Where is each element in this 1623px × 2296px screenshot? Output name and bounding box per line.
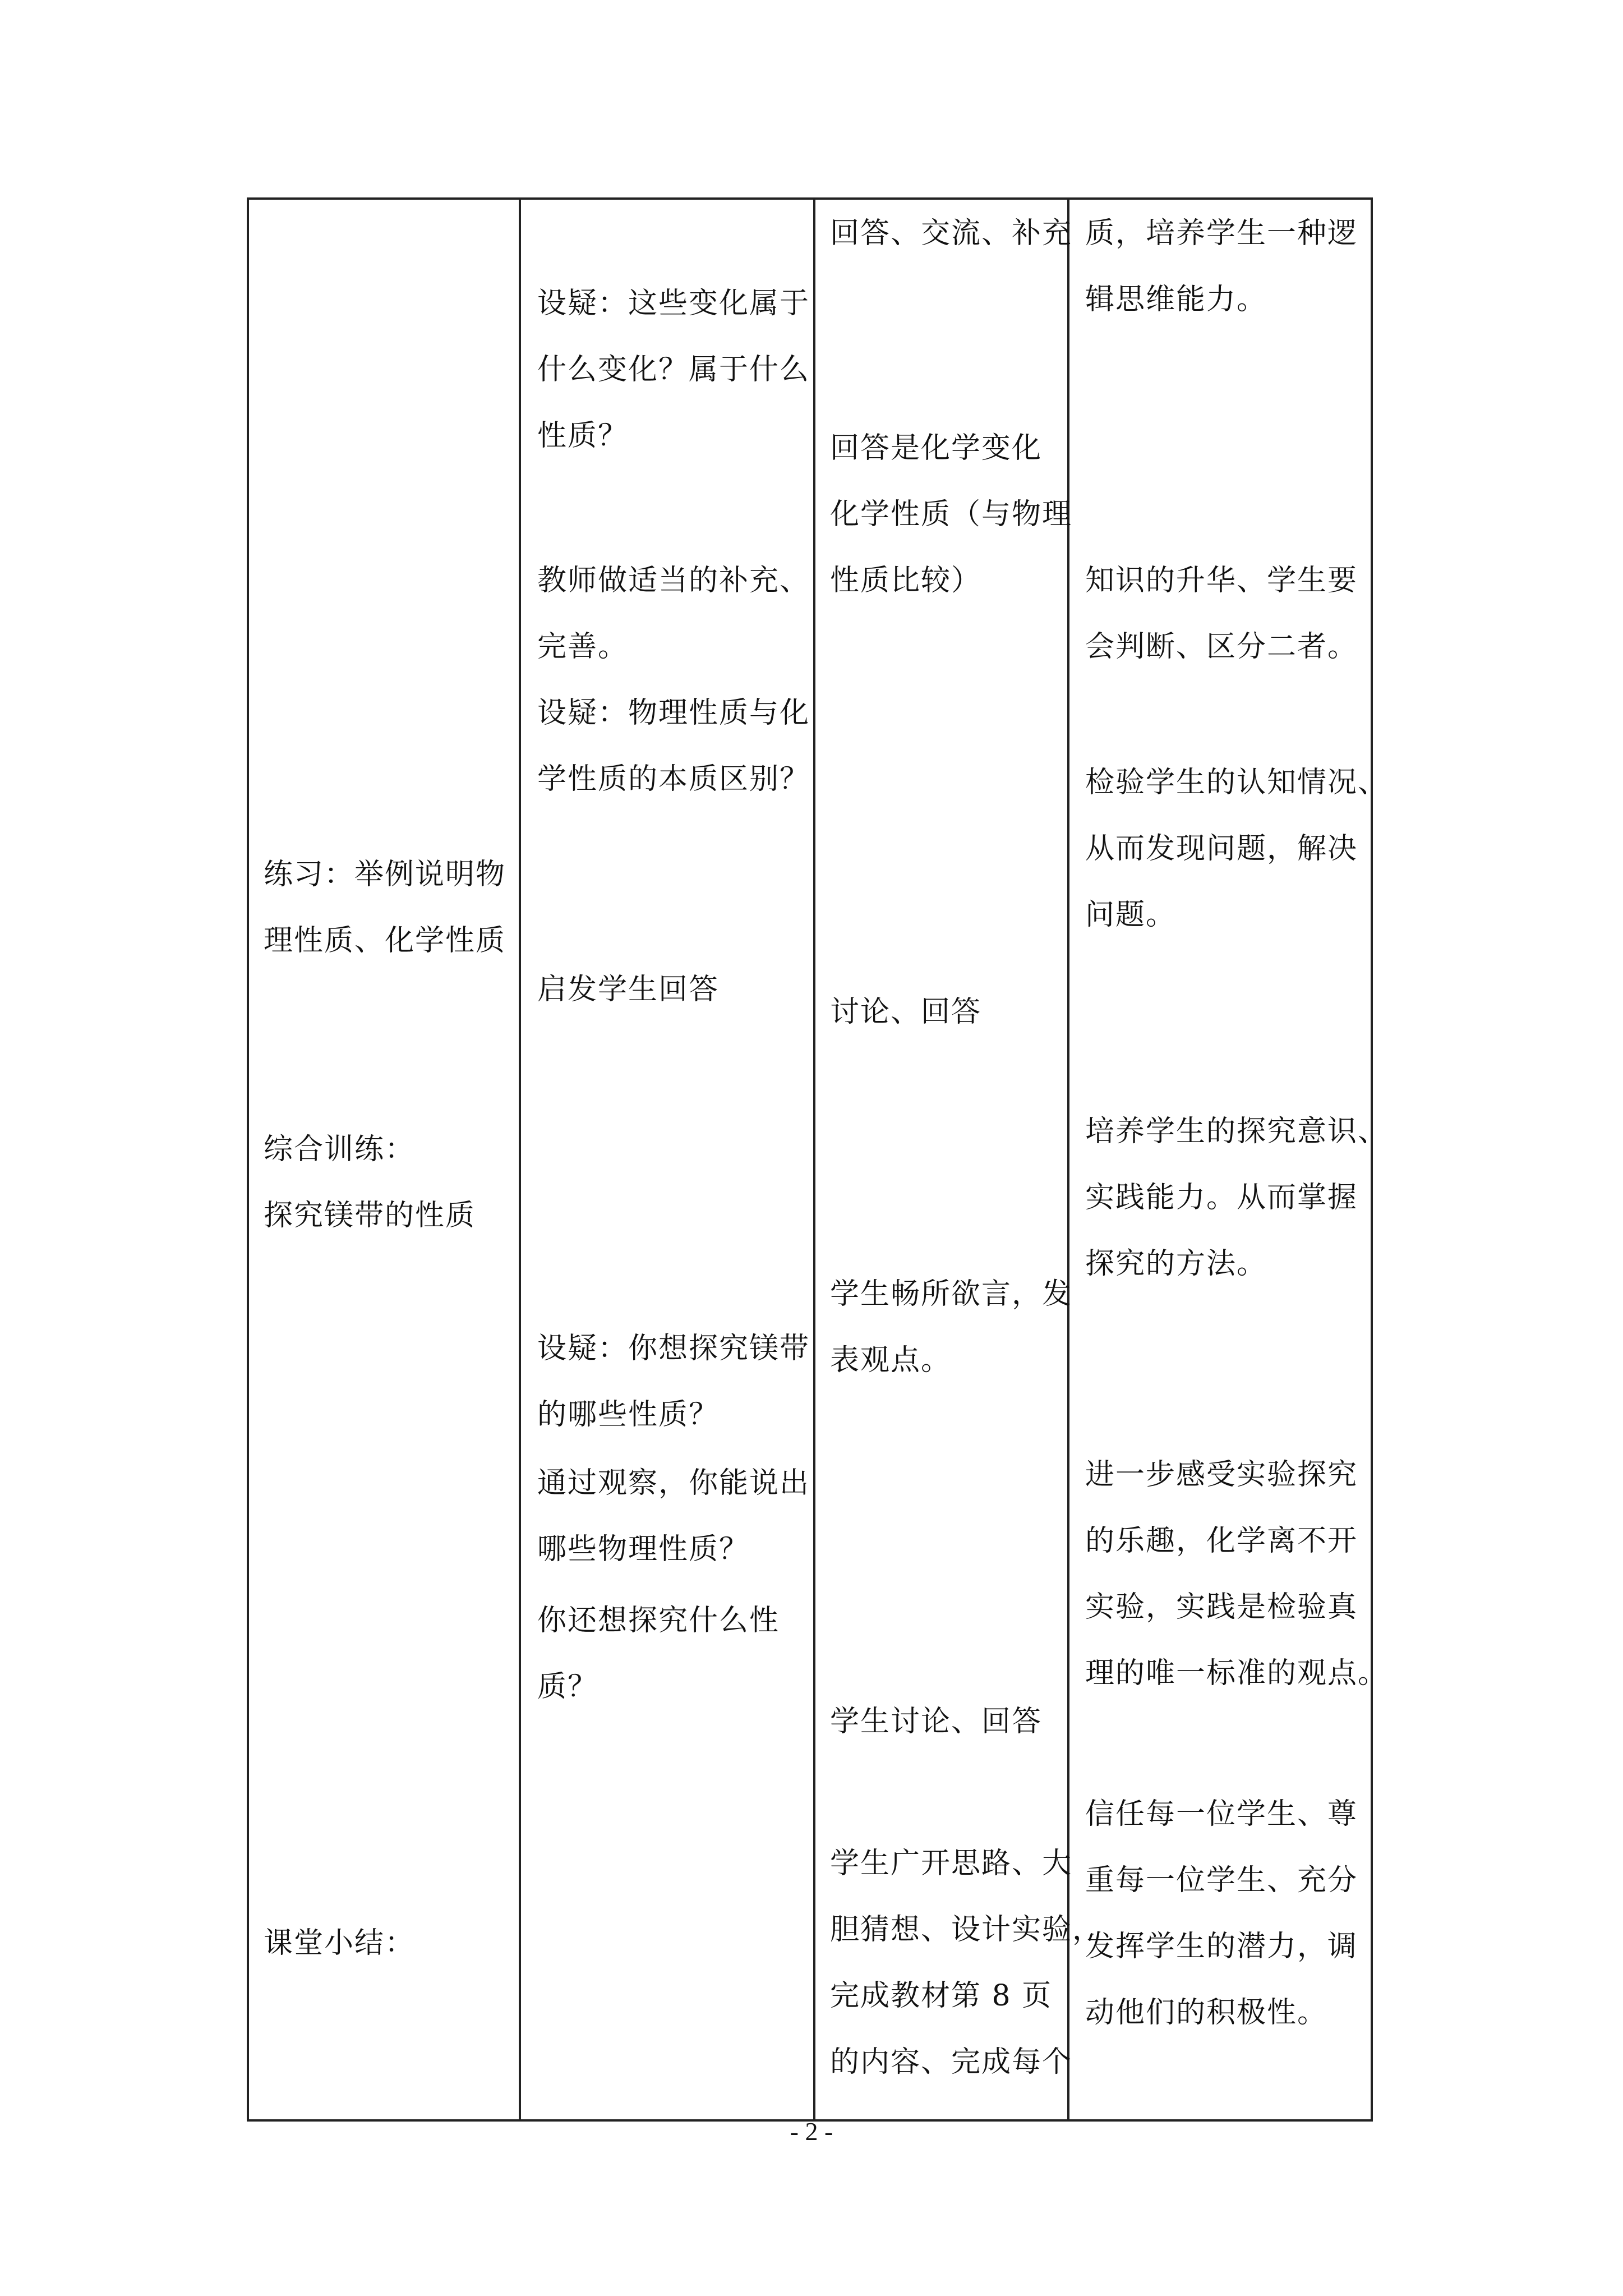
col2-line: 教师做适当的补充、	[537, 564, 810, 597]
col3-line: 表观点。	[830, 1343, 952, 1377]
col3-line: 学生畅所欲言，发	[830, 1277, 1073, 1311]
col4-line: 探究的方法。	[1085, 1247, 1267, 1281]
col4-line: 发挥学生的潜力，调	[1085, 1930, 1358, 1963]
col2-line: 哪些物理性质？	[537, 1533, 750, 1566]
col4-line: 辑思维能力。	[1085, 283, 1267, 316]
col2-line: 设疑：这些变化属于	[537, 287, 810, 320]
col4-line: 实验，实践是检验真	[1085, 1590, 1358, 1624]
page-number: - 2 -	[790, 2117, 833, 2146]
col3-line: 回答、交流、补充	[830, 217, 1073, 250]
col1-line: 课堂小结：	[264, 1926, 416, 1960]
column-divider	[813, 197, 815, 2122]
col3-line: 胆猜想、设计实验，	[830, 1913, 1103, 1947]
col4-line: 实践能力。从而掌握	[1085, 1181, 1358, 1214]
col4-line: 会判断、区分二者。	[1085, 630, 1358, 664]
col4-line: 培养学生的探究意识、	[1085, 1115, 1389, 1148]
col2-line: 的哪些性质？	[537, 1398, 720, 1432]
col1-line: 探究镁带的性质	[264, 1199, 476, 1232]
col3-line: 学生广开思路、大	[830, 1847, 1073, 1880]
col4-line: 重每一位学生、充分	[1085, 1864, 1358, 1897]
col4-line: 检验学生的认知情况、	[1085, 766, 1389, 799]
col4-line: 动他们的积极性。	[1085, 1996, 1328, 2030]
col3-line: 化学性质（与物理	[830, 498, 1073, 531]
col2-line: 启发学生回答	[537, 973, 720, 1006]
col3-line: 回答是化学变化	[830, 431, 1043, 465]
col2-line: 你还想探究什么性	[537, 1604, 780, 1637]
col4-line: 信任每一位学生、尊	[1085, 1797, 1358, 1831]
col2-line: 设疑：物理性质与化	[537, 696, 810, 730]
col3-line: 完成教材第 8 页	[830, 1979, 1053, 2013]
col4-line: 从而发现问题，解决	[1085, 832, 1358, 866]
col4-line: 进一步感受实验探究	[1085, 1458, 1358, 1492]
col3-line: 学生讨论、回答	[830, 1705, 1043, 1738]
col2-line: 完善。	[537, 630, 629, 664]
col3-line: 的内容、完成每个	[830, 2045, 1073, 2079]
col1-line: 练习：举例说明物	[264, 858, 506, 891]
col2-line: 通过观察，你能说出	[537, 1466, 810, 1500]
col4-line: 质，培养学生一种逻	[1085, 217, 1358, 250]
col4-line: 知识的升华、学生要	[1085, 564, 1358, 597]
col3-line: 性质比较）	[830, 564, 982, 597]
col2-line: 什么变化？属于什么	[537, 353, 810, 386]
col4-line: 问题。	[1085, 898, 1177, 932]
col1-line: 综合训练：	[264, 1133, 416, 1166]
col3-line: 讨论、回答	[830, 995, 982, 1029]
col2-line: 学性质的本质区别？	[537, 762, 810, 796]
col4-line: 理的唯一标准的观点。	[1085, 1657, 1389, 1690]
col2-line: 性质？	[537, 419, 629, 453]
column-divider	[519, 197, 521, 2122]
col2-line: 设疑：你想探究镁带	[537, 1332, 810, 1365]
col2-line: 质？	[537, 1670, 598, 1704]
col1-line: 理性质、化学性质	[264, 924, 506, 958]
col4-line: 的乐趣，化学离不开	[1085, 1524, 1358, 1558]
